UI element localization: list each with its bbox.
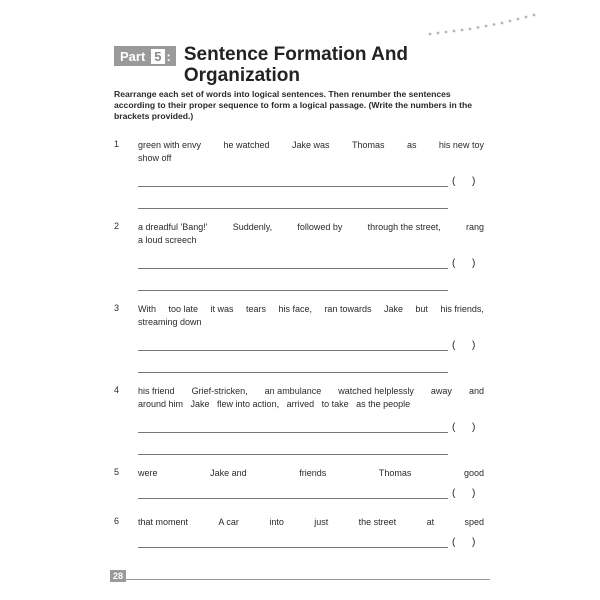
word-chunk: Jake was: [292, 140, 330, 150]
sequence-bracket[interactable]: ( ): [452, 258, 476, 269]
word-chunk: watched helplessly: [338, 386, 414, 396]
word-chunk: his friends,: [440, 304, 484, 314]
page-title: [184, 44, 408, 86]
question-number: 5: [114, 467, 120, 477]
word-set: [138, 467, 484, 480]
word-chunk: at: [426, 517, 435, 527]
answer-line[interactable]: [138, 176, 476, 188]
word-chunk: the street: [358, 517, 397, 527]
word-set-line-1: [138, 139, 484, 152]
extra-writing-line[interactable]: [138, 372, 448, 373]
word-chunk: he watched: [223, 140, 270, 150]
word-chunk: green with envy: [138, 140, 202, 150]
writing-line[interactable]: [138, 268, 448, 269]
word-chunk: friends: [299, 468, 327, 478]
writing-line[interactable]: [138, 350, 448, 351]
title-line-2: Organization: [183, 65, 300, 86]
part-number: 5: [151, 49, 164, 64]
extra-writing-line[interactable]: [138, 208, 448, 209]
word-chunk: followed by: [297, 222, 343, 232]
word-set: [138, 221, 484, 247]
word-chunk: Jake: [383, 304, 403, 314]
answer-line[interactable]: [138, 258, 476, 270]
word-set: [138, 385, 484, 411]
word-chunk: that moment: [138, 517, 189, 527]
word-set-line-1: [138, 467, 484, 480]
answer-line[interactable]: [138, 537, 476, 549]
word-chunk: rang: [465, 222, 484, 232]
word-set-line-1: [138, 221, 484, 234]
sequence-bracket[interactable]: ( ): [452, 176, 476, 187]
word-chunk: his new toy: [438, 140, 484, 150]
question-number: 1: [114, 139, 120, 149]
sequence-bracket[interactable]: ( ): [452, 537, 476, 548]
word-chunk: through the street,: [367, 222, 441, 232]
answer-line[interactable]: [138, 422, 476, 434]
title-line-1: Sentence Formation And: [183, 44, 409, 65]
word-set-line-1: [138, 516, 484, 529]
word-chunk: A car: [218, 517, 239, 527]
word-chunk: good: [463, 468, 484, 478]
footer-divider: [110, 579, 490, 580]
word-chunk: away: [430, 386, 452, 396]
word-chunk: With: [138, 304, 156, 314]
word-chunk: Jake and: [210, 468, 247, 478]
answer-line[interactable]: [138, 488, 476, 500]
sequence-bracket[interactable]: ( ): [452, 488, 476, 499]
part-colon: :: [166, 48, 171, 64]
word-set-line-2: around him Jake flew into action, arrived to take as the people: [138, 399, 411, 409]
question-number: 3: [114, 303, 120, 313]
writing-line[interactable]: [138, 186, 448, 187]
instructions-text: Rearrange each set of words into logical sentences. Then renumber the sentences according to their proper sequence to form a logical passage. (Write the numbers in the brackets provided.): [114, 89, 472, 121]
word-chunk: too late: [168, 304, 198, 314]
decorative-dots: [428, 8, 538, 38]
question-number: 4: [114, 385, 120, 395]
word-chunk: it was: [210, 304, 234, 314]
word-chunk: into: [269, 517, 284, 527]
writing-line[interactable]: [138, 547, 448, 548]
word-chunk: sped: [464, 517, 484, 527]
word-set-line-1: [138, 385, 484, 398]
word-chunk: ran towards: [324, 304, 372, 314]
word-chunk: his friend: [138, 386, 175, 396]
word-set: [138, 303, 484, 329]
question-number: 6: [114, 516, 120, 526]
word-chunk: his face,: [278, 304, 312, 314]
sequence-bracket[interactable]: ( ): [452, 340, 476, 351]
extra-writing-line[interactable]: [138, 290, 448, 291]
word-set-line-2: show off: [138, 153, 172, 163]
sequence-bracket[interactable]: ( ): [452, 422, 476, 433]
writing-line[interactable]: [138, 432, 448, 433]
part-label: Part: [120, 48, 146, 64]
word-chunk: Thomas: [378, 468, 412, 478]
word-chunk: and: [468, 386, 484, 396]
word-set: [138, 516, 484, 529]
answer-line[interactable]: [138, 340, 476, 352]
word-chunk: an ambulance: [264, 386, 322, 396]
word-set-line-2: streaming down: [138, 317, 202, 327]
section-header: [114, 44, 494, 86]
word-chunk: a dreadful 'Bang!': [138, 222, 208, 232]
word-chunk: were: [138, 468, 158, 478]
part-badge: [114, 46, 176, 66]
word-chunk: Thomas: [351, 140, 385, 150]
word-chunk: but: [415, 304, 428, 314]
word-chunk: just: [314, 517, 329, 527]
page-number: 28: [110, 570, 126, 582]
word-chunk: tears: [245, 304, 266, 314]
word-chunk: Grief-stricken,: [191, 386, 248, 396]
extra-writing-line[interactable]: [138, 454, 448, 455]
question-number: 2: [114, 221, 120, 231]
word-chunk: Suddenly,: [232, 222, 273, 232]
word-set: [138, 139, 484, 165]
word-chunk: as: [406, 140, 417, 150]
word-set-line-1: [138, 303, 484, 316]
writing-line[interactable]: [138, 498, 448, 499]
word-set-line-2: a loud screech: [138, 235, 197, 245]
